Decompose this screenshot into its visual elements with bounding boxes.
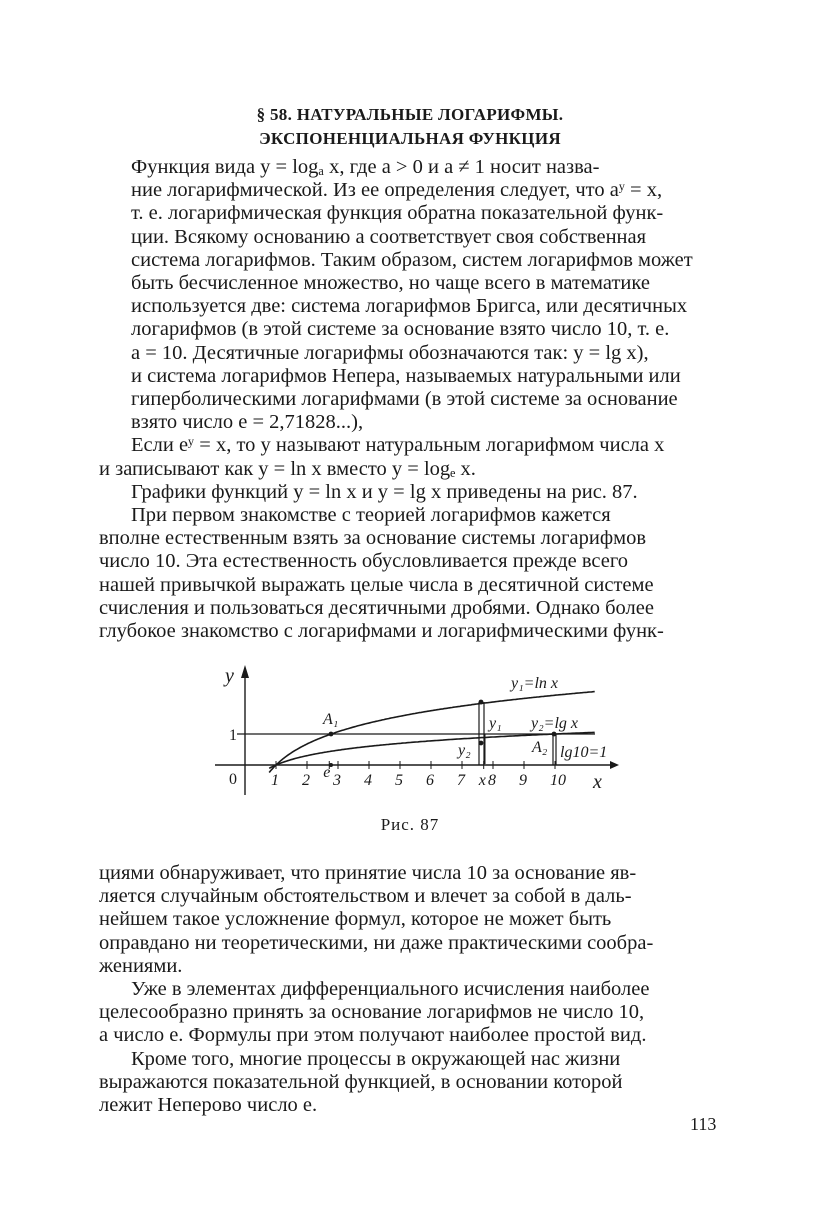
point-a2-label: A₂ bbox=[532, 739, 548, 756]
x-tick-label: 4 bbox=[364, 772, 372, 789]
paragraph-definition bbox=[99, 156, 720, 434]
x-tick-label: 6 bbox=[426, 772, 434, 789]
point-a1 bbox=[329, 732, 334, 737]
text-line: лежит Неперово число e. bbox=[99, 1094, 318, 1117]
text-line: Кроме того, многие процессы в окружающей нас жизни bbox=[131, 1047, 621, 1070]
text-line: При первом знакомстве с теорией логарифмов кажется bbox=[131, 504, 611, 527]
heading-line-2: ЭКСПОНЕНЦИАЛЬНАЯ ФУНКЦИЯ bbox=[259, 129, 561, 148]
paragraph-continuation bbox=[99, 862, 720, 978]
text-line: ние логарифмической. Из ее определения следует, что aʸ = x, bbox=[131, 179, 663, 202]
x-tick-label: 3 bbox=[333, 772, 341, 789]
text-line: гиперболическими логарифмами (в этой системе за основание bbox=[131, 388, 678, 411]
text-line: целесообразно принять за основание логарифмов не число 10, bbox=[99, 1001, 645, 1024]
text-line: нашей привычкой выражать целые числа в десятичной системе bbox=[99, 573, 654, 596]
section-heading bbox=[100, 103, 720, 151]
text-line: быть бесчисленное множество, но чаще всего в математике bbox=[131, 272, 650, 295]
lg10-label: lg10=1 bbox=[560, 744, 608, 761]
text-line: счисления и пользоваться десятичными дробями. Однако более bbox=[99, 596, 654, 619]
point-a1-label: A₁ bbox=[323, 711, 339, 728]
x-tick-label: 2 bbox=[302, 772, 310, 789]
text-line: и записывают как y = ln x вместо y = logₑ x. bbox=[99, 457, 476, 480]
text-line: число 10. Эта естественность обусловливается прежде всего bbox=[99, 550, 629, 573]
x-tick-label: x bbox=[478, 772, 486, 789]
x-tick-labels bbox=[271, 764, 566, 789]
y-axis-arrow bbox=[241, 665, 249, 678]
point-y1 bbox=[479, 700, 484, 705]
x-axis-label: x bbox=[593, 771, 602, 793]
text-line: логарифмов (в этой системе за основание взято число 10, т. е. bbox=[131, 318, 670, 341]
text-line: Функция вида y = logₐ x, где a > 0 и a ≠ 1 носит назва- bbox=[131, 156, 600, 178]
text-line: a = 10. Десятичные логарифмы обозначаются так: y = lg x), bbox=[131, 341, 649, 364]
page-number: 113 bbox=[690, 1114, 717, 1134]
x-tick-label: 9 bbox=[519, 772, 527, 789]
curve-ln-label: y₁=ln x bbox=[511, 675, 559, 692]
text-line: ции. Всякому основанию a соответствует своя собственная bbox=[131, 225, 647, 248]
text-line: т. е. логарифмическая функция обратна показательной функ- bbox=[131, 202, 664, 225]
figure-87 bbox=[205, 660, 625, 800]
text-line: жениями. bbox=[99, 954, 183, 977]
text-line: циями обнаруживает, что принятие числа 10 за основание яв- bbox=[99, 862, 637, 884]
y-axis-label: y bbox=[225, 665, 234, 687]
x-tick-label: 5 bbox=[395, 772, 403, 789]
origin-label: 0 bbox=[229, 771, 237, 788]
figure-caption: Рис. 87 bbox=[380, 815, 440, 834]
text-line: нейшем такое усложнение формул, которое не может быть bbox=[99, 908, 612, 931]
top-text-block bbox=[99, 156, 720, 643]
y2-label: y₂ bbox=[458, 742, 471, 759]
text-line: Уже в элементах дифференциального исчисления наиболее bbox=[131, 978, 650, 1001]
curve-lg-label: y₂=lg x bbox=[531, 715, 579, 732]
log-graph bbox=[205, 660, 625, 800]
point-y2 bbox=[479, 741, 484, 746]
paragraph-base-ten bbox=[99, 504, 720, 643]
x-tick-label: 7 bbox=[457, 772, 465, 789]
x-tick-label: 1 bbox=[271, 772, 279, 789]
text-line: выражаются показательной функцией, в основании которой bbox=[99, 1070, 623, 1093]
curve-ln-x bbox=[269, 692, 595, 773]
paragraph-processes bbox=[99, 1048, 720, 1118]
text-line: и система логарифмов Непера, называемых натуральными или bbox=[131, 364, 681, 387]
heading-line-1: § 58. НАТУРАЛЬНЫЕ ЛОГАРИФМЫ. bbox=[256, 105, 564, 124]
paragraph-differential bbox=[99, 978, 720, 1048]
x-tick-label: 8 bbox=[488, 772, 496, 789]
paragraph-natural-log bbox=[99, 434, 720, 480]
x-axis-arrow bbox=[610, 761, 619, 769]
text-line: система логарифмов. Таким образом, систем логарифмов может bbox=[131, 248, 693, 271]
y-tick-label: 1 bbox=[229, 727, 237, 744]
text-line: а число e. Формулы при этом получают наиболее простой вид. bbox=[99, 1024, 647, 1047]
text-line: Если eʸ = x, то y называют натуральным логарифмом числа x bbox=[131, 434, 665, 457]
point-a2 bbox=[552, 732, 557, 737]
text-line: используется две: система логарифмов Бригса, или десятичных bbox=[131, 295, 688, 318]
x-tick-label: 10 bbox=[550, 772, 566, 789]
text-line: глубокое знакомство с логарифмами и логарифмическими функ- bbox=[99, 620, 664, 643]
x-tick-label: e bbox=[323, 764, 331, 781]
paragraph-graphs-ref: Графики функций y = ln x и y = lg x приведены на рис. 87. bbox=[131, 480, 638, 503]
bottom-text-block bbox=[99, 862, 720, 1117]
text-line: взято число e = 2,71828...), bbox=[131, 411, 364, 434]
text-line: ляется случайным обстоятельством и влечет за собой в даль- bbox=[99, 885, 632, 908]
text-line: вполне естественным взять за основание системы логарифмов bbox=[99, 527, 647, 550]
y1-label: y₁ bbox=[489, 715, 502, 732]
text-line: оправдано ни теоретическими, ни даже практическими сообра- bbox=[99, 931, 654, 954]
